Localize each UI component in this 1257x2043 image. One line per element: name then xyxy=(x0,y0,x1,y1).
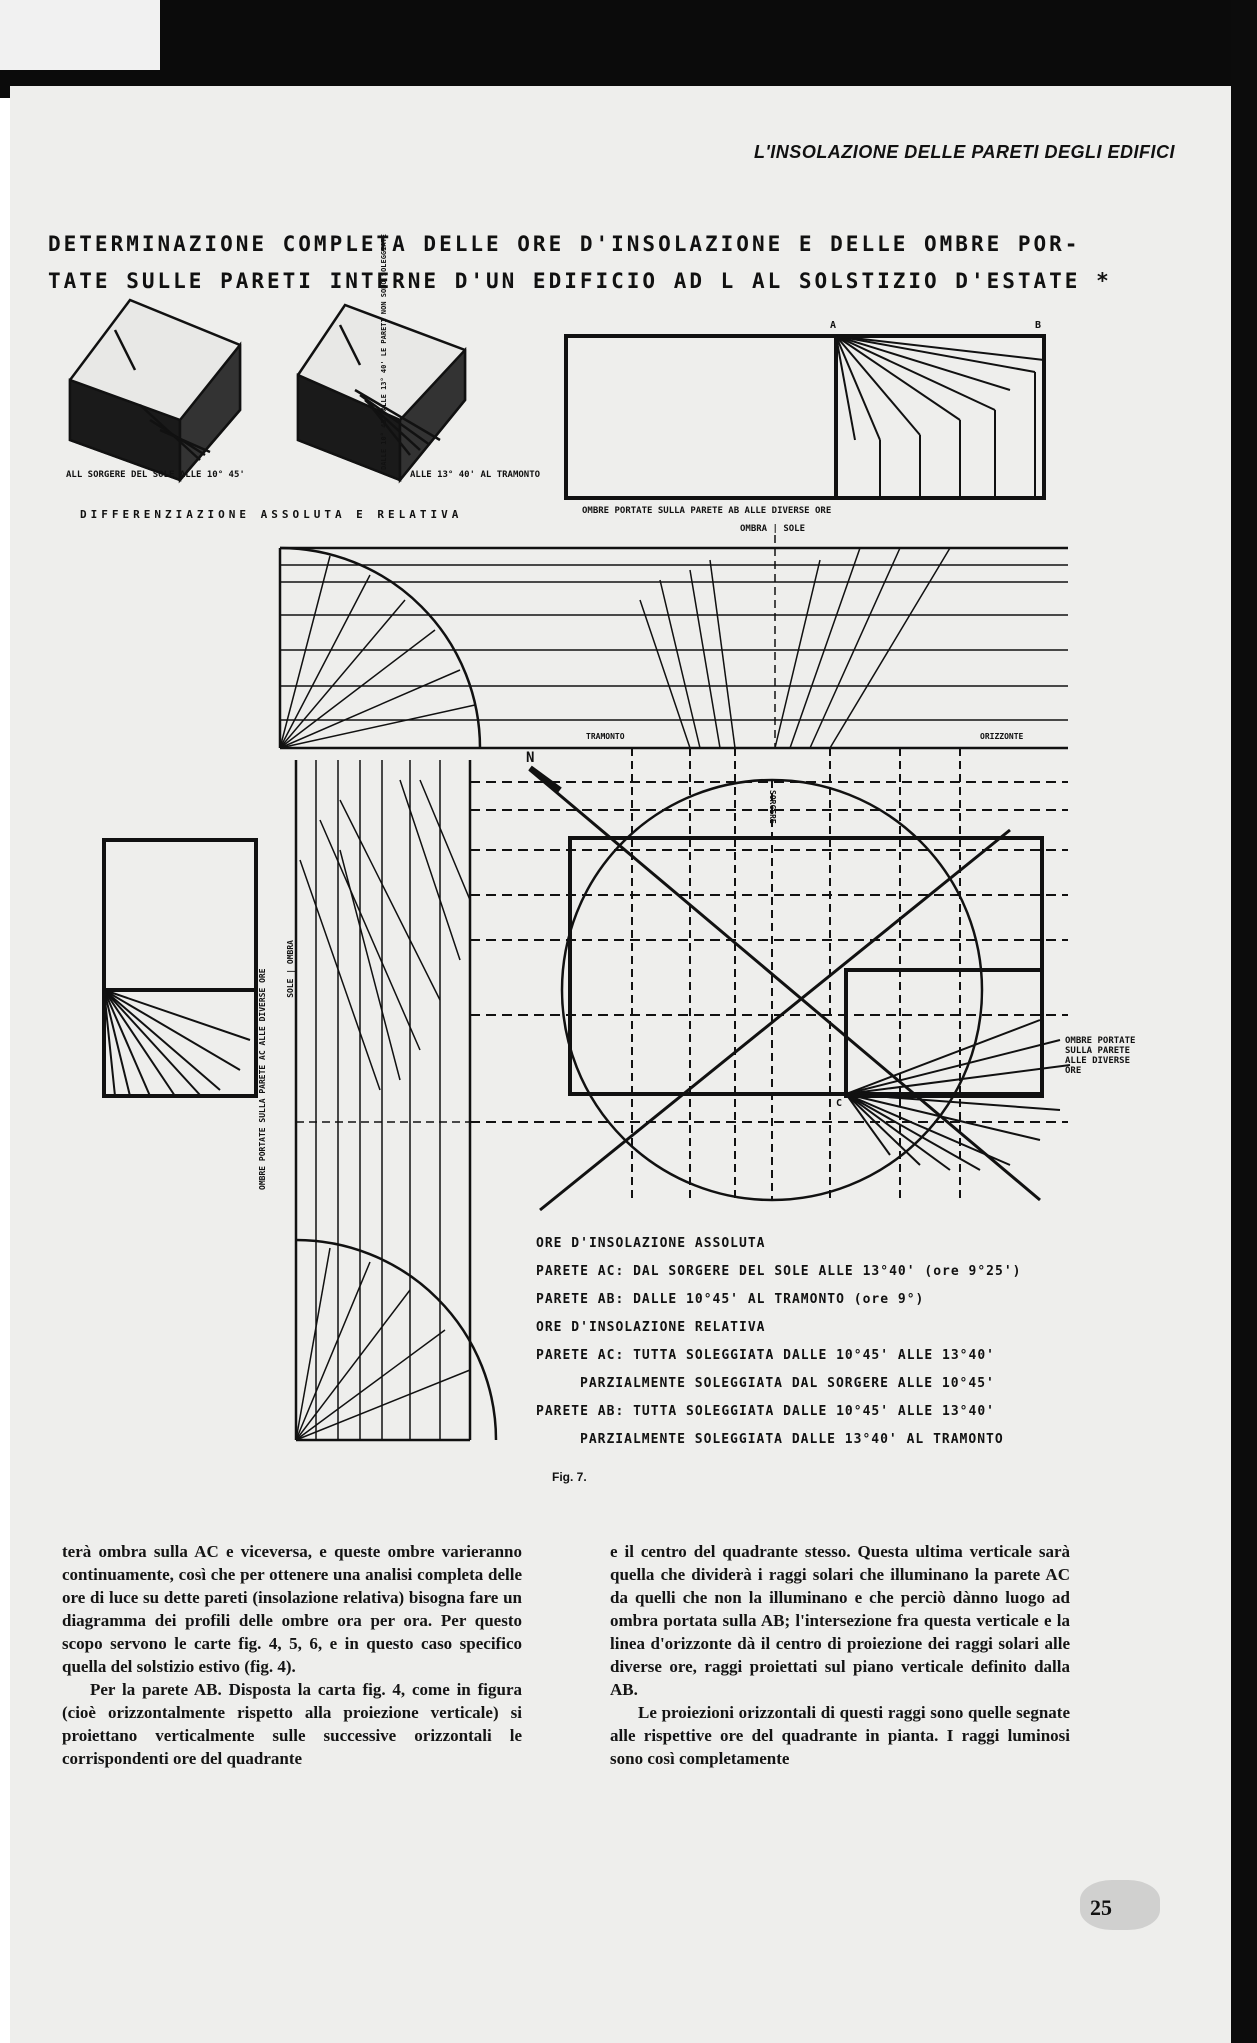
label-orizzonte: ORIZZONTE xyxy=(980,732,1024,741)
label-ombra-sole: OMBRA | SOLE xyxy=(740,524,806,534)
legend-line: PARETE AC: TUTTA SOLEGGIATA DALLE 10°45' ALLE 13°40' xyxy=(536,1348,995,1363)
quadrant-lower xyxy=(296,760,496,1440)
label-shadows-header: OMBRE PORTATE SULLA PARETE AB ALLE DIVERSE ORE xyxy=(582,506,832,516)
label-north: N xyxy=(526,750,535,766)
label-a: A xyxy=(830,320,837,331)
legend-line: PARZIALMENTE SOLEGGIATA DALLE 13°40' AL TRAMONTO xyxy=(580,1432,1004,1447)
legend-line: PARETE AB: DALLE 10°45' AL TRAMONTO (ore 9°) xyxy=(536,1292,925,1307)
figure-title-line1: DETERMINAZIONE COMPLETA DELLE ORE D'INSOLAZIONE E DELLE OMBRE POR- xyxy=(48,232,1081,256)
figure-legend xyxy=(536,1230,1136,1454)
elevation-ab xyxy=(566,336,1044,498)
quadrant-upper xyxy=(280,535,1068,748)
body-column-left xyxy=(62,1540,522,1770)
paragraph: Per la parete AB. Disposta la carta fig. 4, come in figura (cioè orizzontalmente rispetto alla proiezione verticale) si proiettano verticalmente sulle successive orizzontali le corrispondenti ore del quadrante xyxy=(62,1680,522,1768)
figure-title-line2: TATE SULLE PARETI INTERNE D'UN EDIFICIO AD L AL SOLSTIZIO D'ESTATE * xyxy=(48,269,1112,293)
paragraph: Le proiezioni orizzontali di questi raggi sono quelle segnate alle rispettive ore del quadrante in pianta. I raggi luminosi sono così completamente xyxy=(610,1703,1070,1768)
elevation-ac xyxy=(104,840,256,1096)
label-tramonto: TRAMONTO xyxy=(586,732,625,741)
label-sole-ombra: SOLE | OMBRA xyxy=(286,940,295,998)
label-sketch-vertical: DALLE 10° 45' ALLE 13° 40' LE PARETI NON SONO SOLEGGIATE xyxy=(380,233,388,470)
legend-line: ORE D'INSOLAZIONE ASSOLUTA xyxy=(536,1236,766,1251)
label-relative-hours: DIFFERENZIAZIONE ASSOLUTA E RELATIVA xyxy=(80,508,463,521)
label-sorgere: SORGERE xyxy=(768,790,777,824)
body-column-right xyxy=(610,1540,1070,1770)
legend-line: ORE D'INSOLAZIONE RELATIVA xyxy=(536,1320,766,1335)
label-c: C xyxy=(836,1098,843,1109)
legend-line: PARETE AC: DAL SORGERE DEL SOLE ALLE 13°40' (ore 9°25') xyxy=(536,1264,1022,1279)
label-sketch-left: ALL SORGERE DEL SOLE ALLE 10° 45' xyxy=(66,470,245,480)
figure-caption: Fig. 7. xyxy=(552,1470,587,1484)
label-b: B xyxy=(1035,320,1042,331)
legend-line: PARZIALMENTE SOLEGGIATA DAL SORGERE ALLE 10°45' xyxy=(580,1376,995,1391)
label-right-note: OMBRE PORTATE SULLA PARETE ALLE DIVERSE ORE xyxy=(1065,1036,1136,1076)
paragraph: terà ombra sulla AC e viceversa, e queste ombre varieranno continuamente, così che per ottenere una analisi completa delle ore di luce su dette pareti (insolazione relativa) bisogna fare un diagramma dei profili delle ombre ora per ora. Per questo scopo servono le carte fig. 4, 5, 6, e in questo caso specifico quella del solstizio estivo (fig. 4). xyxy=(62,1542,522,1676)
label-left-vertical: OMBRE PORTATE SULLA PARETE AC ALLE DIVERSE ORE xyxy=(258,968,267,1190)
legend-line: PARETE AB: TUTTA SOLEGGIATA DALLE 10°45' ALLE 13°40' xyxy=(536,1404,995,1419)
label-sketch-right: ALLE 13° 40' AL TRAMONTO xyxy=(410,470,541,480)
running-header: L'INSOLAZIONE DELLE PARETI DEGLI EDIFICI xyxy=(754,142,1175,162)
paragraph: e il centro del quadrante stesso. Questa ultima verticale sarà quella che dividerà i raggi solari che illuminano la parete AC da quelli che non la illuminano e che perciò dànno luogo ad ombra portata sulla AB; l'intersezione fra questa verticale e la linea d'orizzonte dà il centro di proiezione dei raggi solari alle diverse ore, raggi proiettati sul piano verticale definito dalla AB. xyxy=(610,1542,1070,1699)
page-number: 25 xyxy=(1090,1895,1112,1920)
isometric-sketch-left xyxy=(70,300,240,480)
